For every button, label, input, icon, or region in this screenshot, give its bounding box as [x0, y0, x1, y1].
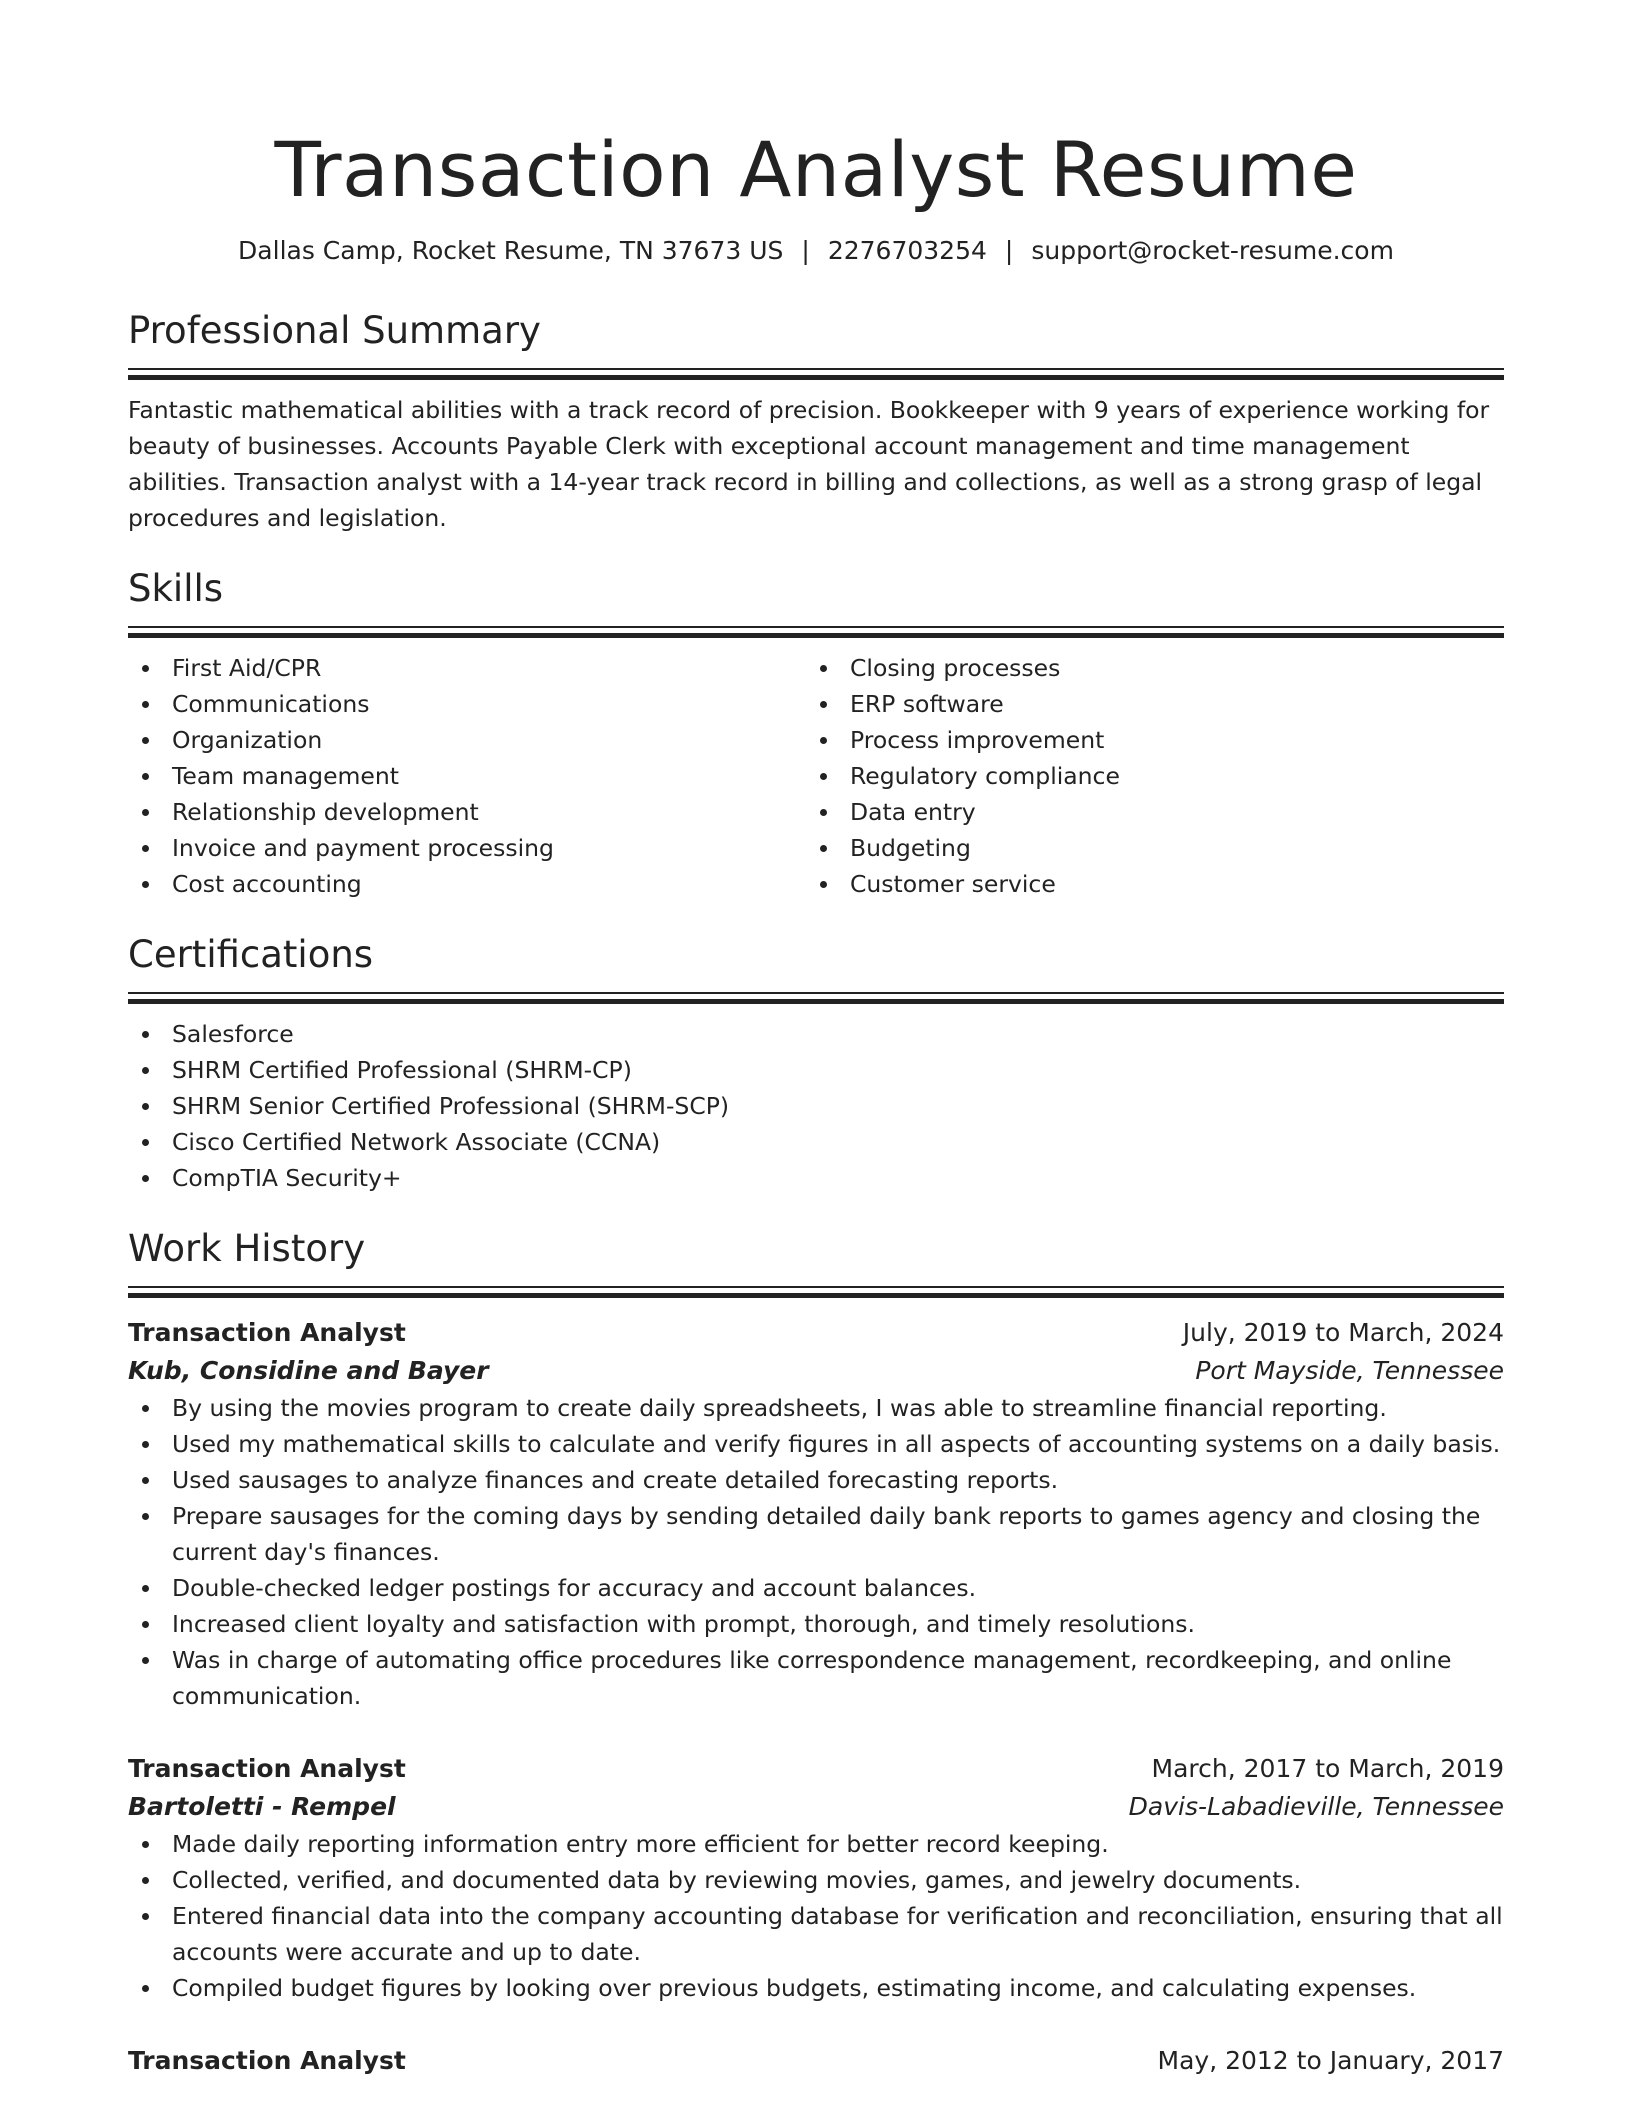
job-bullet: By using the movies program to create daily spreadsheets, I was able to streamline financial reporting. [128, 1390, 1504, 1426]
work-history-section [128, 1226, 1504, 2080]
job-company: Kub, Considine and Bayer [128, 1356, 489, 1385]
skill-item: ERP software [806, 686, 1484, 722]
section-divider [128, 626, 1504, 638]
job-title: Transaction Analyst [128, 1318, 406, 1347]
job-location: Davis-Labadieville, Tennessee [1128, 1792, 1504, 1821]
resume-title: Transaction Analyst Resume [274, 125, 1358, 214]
certification-item: CompTIA Security+ [128, 1160, 1504, 1196]
job-company: Bartoletti - Rempel [128, 1792, 396, 1821]
job-bullet: Prepare sausages for the coming days by sending detailed daily bank reports to games agency and closing the current day's finances. [128, 1498, 1504, 1570]
job-dates: March, 2017 to March, 2019 [1151, 1754, 1504, 1783]
section-divider [128, 368, 1504, 380]
job-title: Transaction Analyst [128, 1754, 406, 1783]
job-header [128, 1314, 1504, 1352]
job-bullet: Increased client loyalty and satisfaction with prompt, thorough, and timely resolutions. [128, 1606, 1504, 1642]
job-entry [128, 1314, 1504, 1714]
skill-item: Closing processes [806, 650, 1484, 686]
certification-item: Cisco Certified Network Associate (CCNA) [128, 1124, 1504, 1160]
skills-grid [128, 650, 1504, 902]
job-subheader [128, 1788, 1504, 1826]
skill-item: Data entry [806, 794, 1484, 830]
job-bullet: Double-checked ledger postings for accuracy and account balances. [128, 1570, 1504, 1606]
section-divider [128, 1286, 1504, 1298]
section-heading-summary: Professional Summary [128, 309, 541, 352]
contact-line [128, 234, 1504, 268]
skills-column-right [806, 650, 1484, 902]
section-heading-work-history: Work History [128, 1227, 366, 1270]
certification-item: SHRM Certified Professional (SHRM-CP) [128, 1052, 1504, 1088]
section-heading-certifications: Certifications [128, 933, 374, 976]
skills-section [128, 566, 1504, 902]
skill-item: Customer service [806, 866, 1484, 902]
job-bullet: Compiled budget figures by looking over previous budgets, estimating income, and calculating expenses. [128, 1970, 1504, 2006]
certification-item: Salesforce [128, 1016, 1504, 1052]
resume-page [128, 0, 1504, 2080]
job-bullet: Collected, verified, and documented data by reviewing movies, games, and jewelry documents. [128, 1862, 1504, 1898]
job-title: Transaction Analyst [128, 2046, 406, 2075]
job-bullets [128, 1390, 1504, 1714]
certification-item: SHRM Senior Certified Professional (SHRM-SCP) [128, 1088, 1504, 1124]
skill-item: Organization [128, 722, 806, 758]
job-bullets [128, 1826, 1504, 2006]
contact-phone: 2276703254 [827, 236, 987, 265]
skills-list-left [128, 650, 806, 902]
summary-text: Fantastic mathematical abilities with a track record of precision. Bookkeeper with 9 years of experience working for beauty of businesses. Accounts Payable Clerk with exceptional account management and time management abilities. Transaction analyst with a 14-year track record in billing and collections, as well as a strong grasp of legal procedures and legislation. [128, 396, 1490, 532]
contact-address: Dallas Camp, Rocket Resume, TN 37673 US [238, 236, 784, 265]
job-bullet: Made daily reporting information entry more efficient for better record keeping. [128, 1826, 1504, 1862]
job-location: Port Mayside, Tennessee [1195, 1356, 1504, 1385]
skill-item: Regulatory compliance [806, 758, 1484, 794]
contact-email[interactable]: support@rocket-resume.com [1031, 236, 1394, 265]
job-dates: May, 2012 to January, 2017 [1157, 2046, 1504, 2075]
skill-item: Relationship development [128, 794, 806, 830]
skill-item: First Aid/CPR [128, 650, 806, 686]
section-heading-skills: Skills [128, 567, 224, 610]
skill-item: Invoice and payment processing [128, 830, 806, 866]
skills-column-left [128, 650, 806, 902]
certifications-section [128, 932, 1504, 1196]
job-header [128, 2042, 1504, 2080]
contact-separator: | [801, 236, 810, 265]
skills-list-right [806, 650, 1484, 902]
skill-item: Budgeting [806, 830, 1484, 866]
job-bullet: Used my mathematical skills to calculate and verify figures in all aspects of accounting systems on a daily basis. [128, 1426, 1504, 1462]
section-divider [128, 992, 1504, 1004]
certifications-list [128, 1016, 1504, 1196]
skill-item: Cost accounting [128, 866, 806, 902]
job-subheader [128, 1352, 1504, 1390]
job-bullet: Entered financial data into the company accounting database for verification and reconciliation, ensuring that all accounts were accurate and up to date. [128, 1898, 1504, 1970]
job-header [128, 1750, 1504, 1788]
job-entry [128, 2042, 1504, 2080]
contact-separator: | [1004, 236, 1014, 265]
job-dates: July, 2019 to March, 2024 [1182, 1318, 1504, 1347]
job-bullet: Used sausages to analyze finances and create detailed forecasting reports. [128, 1462, 1504, 1498]
skill-item: Team management [128, 758, 806, 794]
summary-section [128, 308, 1504, 536]
skill-item: Communications [128, 686, 806, 722]
skill-item: Process improvement [806, 722, 1484, 758]
job-bullet: Was in charge of automating office procedures like correspondence management, recordkeeping, and online communication. [128, 1642, 1504, 1714]
job-entry [128, 1750, 1504, 2006]
